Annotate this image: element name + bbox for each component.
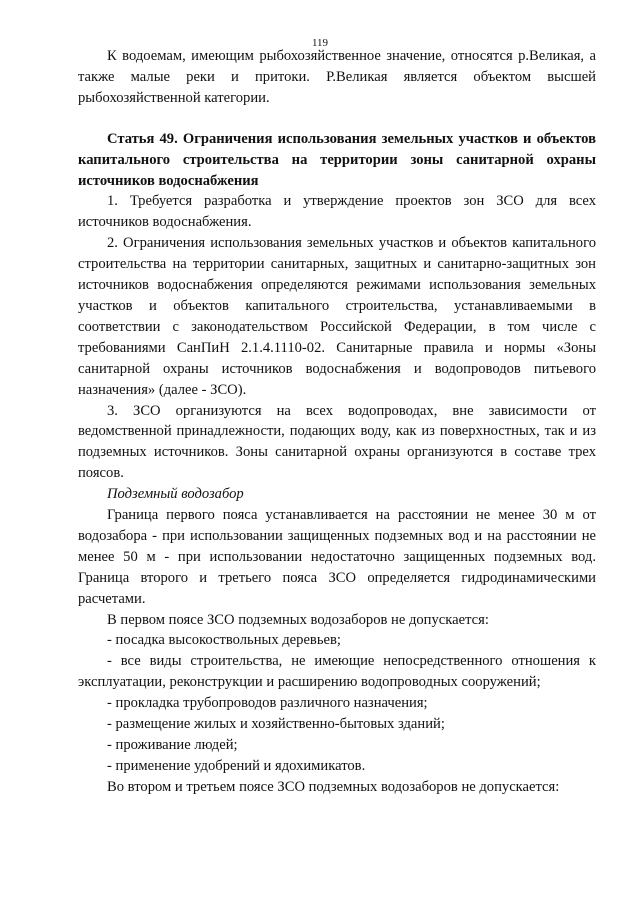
paragraph-first-belt-intro: В первом поясе ЗСО подземных водозаборов не допускается:: [107, 611, 489, 628]
list-item: - прокладка трубопроводов различного назначения;: [107, 695, 428, 712]
list-item: - все виды строительства, не имеющие непосредственного отношения к эксплуатации, реконструкции и расширению водопроводных сооружений;: [78, 653, 596, 691]
paragraph-second-third-belt-intro: Во втором и третьем поясе ЗСО подземных водозаборов не допускается:: [107, 778, 560, 795]
paragraph-item-1: 1. Требуется разработка и утверждение проектов зон ЗСО для всех источников водоснабжения.: [78, 193, 596, 231]
article-heading: Статья 49. Ограничения использования земельных участков и объектов капитального строительства на территории зоны санитарной охраны источников водоснабжения: [78, 130, 596, 189]
page-content: [78, 46, 596, 798]
paragraph-first-belt-border: Граница первого пояса устанавливается на расстоянии не менее 30 м от водозабора - при использовании защищенных подземных вод и на расстоянии не менее 50 м - при использовании недостаточно защищенных подземных вод. Граница второго и третьего пояса ЗСО определяется гидродинамическими расчетами.: [78, 507, 596, 607]
list-item: - проживание людей;: [107, 737, 238, 753]
paragraph-fisheries: К водоемам, имеющим рыбохозяйственное значение, относятся р.Великая, а также малые реки и притоки. Р.Великая является объектом высшей рыбохозяйственной категории.: [78, 48, 596, 106]
paragraph-item-3: 3. ЗСО организуются на всех водопроводах, вне зависимости от ведомственной принадлежности, подающих воду, как из поверхностных, так и из подземных источников. Зоны санитарной охраны организуются в составе трех поясов.: [78, 402, 596, 482]
paragraph-item-2: 2. Ограничения использования земельных участков и объектов капитального строительства на территории санитарных, защитных и санитарно-защитных зон источников водоснабжения определяются режимами использования земельных участков и объектов капитального строительства, устанавливаемыми в соответствии с законодательством Российской Федерации, в том числе с требованиями СанПиН 2.1.4.1110-02. Санитарные правила и нормы «Зоны санитарной охраны источников водоснабжения и водопроводов питьевого назначения» (далее - ЗСО).: [78, 235, 596, 398]
list-item: - размещение жилых и хозяйственно-бытовых зданий;: [107, 716, 445, 733]
list-item: - применение удобрений и ядохимикатов.: [107, 757, 366, 774]
subheading-underground-intake: Подземный водозабор: [107, 486, 244, 503]
page-number: 119: [311, 37, 329, 49]
list-item: - посадка высокоствольных деревьев;: [107, 632, 341, 649]
